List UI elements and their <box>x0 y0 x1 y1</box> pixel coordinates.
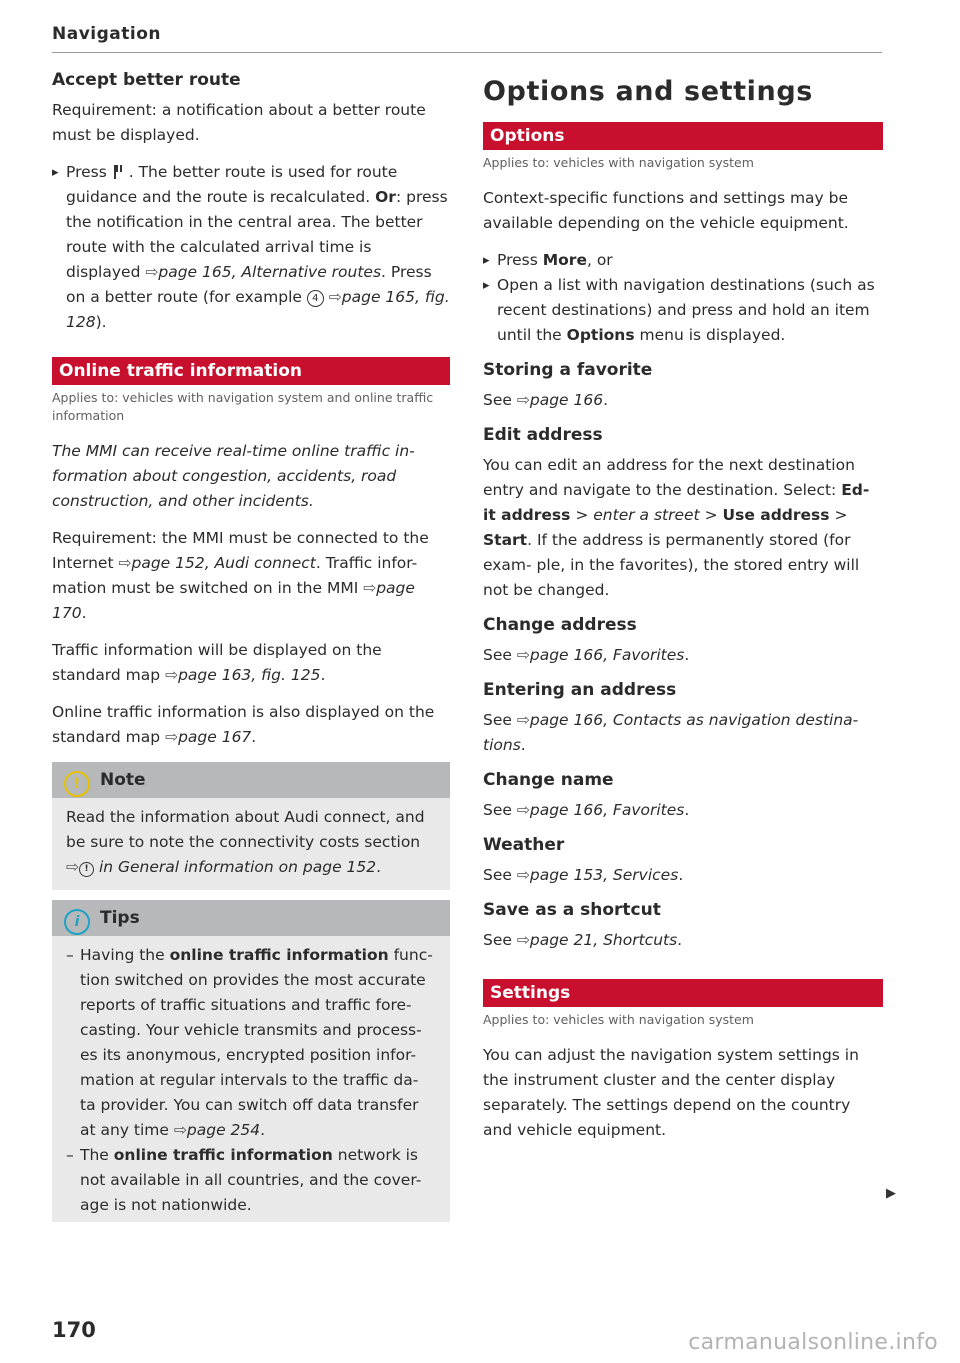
watermark: carmanualsonline.info <box>688 1330 938 1355</box>
link-favorites[interactable]: page 166, Favorites <box>529 646 685 664</box>
ref-arrow-icon: ⇨ <box>145 263 159 281</box>
route-flag-icon <box>114 165 127 179</box>
online-traffic-applies: Applies to: vehicles with navigation system and online traffic information <box>52 390 434 423</box>
change-name-heading: Change name <box>483 770 614 790</box>
link-page-170[interactable]: page 170 <box>52 579 415 622</box>
options-applies: Applies to: vehicles with navigation system <box>483 155 754 170</box>
change-name-ref: See ⇨page 166, Favorites. <box>483 801 690 819</box>
link-favorites[interactable]: page 166, Favorites <box>529 801 685 819</box>
options-step-2: ▸ Open a list with navigation destinations (such as recent destinations) and press and hold an item until the Options menu is displayed. <box>483 273 883 348</box>
weather-heading: Weather <box>483 835 565 855</box>
options-settings-title: Options and settings <box>483 76 813 107</box>
left-column <box>52 70 450 1232</box>
online-traffic-intro: The MMI can receive real-time online traffic in- formation about congestion, accidents, road construction, and other incidents. <box>52 442 415 510</box>
accept-requirement: Requirement: a notification about a better route must be displayed. <box>52 101 426 144</box>
entering-address-ref: See ⇨page 166, Contacts as navigation destina- tions. <box>483 711 859 754</box>
link-shortcuts[interactable]: page 21, Shortcuts <box>529 931 678 949</box>
ref-arrow-icon: ⇨ <box>516 931 530 949</box>
link-page-166[interactable]: page 166 <box>529 391 604 409</box>
online-traffic-map-para: Online traffic information is also displayed on the standard map ⇨page 167. <box>52 703 435 746</box>
save-shortcut-ref: See ⇨page 21, Shortcuts. <box>483 931 683 949</box>
link-fig-125[interactable]: page 163, fig. 125 <box>178 666 321 684</box>
link-fig-128[interactable]: page 165, fig. 128 <box>66 288 450 331</box>
link-services[interactable]: page 153, Services <box>529 866 679 884</box>
options-step-1: ▸ Press More, or <box>483 248 883 273</box>
settings-applies: Applies to: vehicles with navigation system <box>483 1012 754 1027</box>
link-page-254[interactable]: page 254 <box>186 1121 261 1139</box>
right-column <box>483 70 883 1155</box>
accept-step: ▸ Press . The better route is used for route guidance and the route is recalculated. Or: press the notification in the central area. The better route with the calculated arrival time is displayed ⇨page 165, Alternative routes. Press on a better route (for example 4 ⇨page 165, fig. 128). <box>52 160 450 335</box>
ref-arrow-icon: ⇨ <box>516 866 530 884</box>
info-icon: i <box>64 909 90 935</box>
ref-arrow-icon: ⇨ <box>173 1121 187 1139</box>
link-page-167[interactable]: page 167 <box>178 728 252 746</box>
link-audi-connect[interactable]: page 152, Audi connect <box>131 554 316 572</box>
page-number: 170 <box>52 1318 96 1342</box>
exclamation-icon: ! <box>79 862 94 877</box>
online-traffic-bar: Online traffic information <box>52 357 450 385</box>
link-general-info[interactable]: in General information on page 152 <box>98 858 377 876</box>
edit-address-heading: Edit address <box>483 425 603 445</box>
tips-header: i Tips <box>52 900 450 936</box>
ref-arrow-icon: ⇨ <box>363 579 377 597</box>
accept-better-route-heading: Accept better route <box>52 70 241 90</box>
note-header: ! Note <box>52 762 450 798</box>
ref-arrow-icon: ⇨ <box>516 646 530 664</box>
note-body: Read the information about Audi connect, and be sure to note the connectivity costs section ⇨ ! in General information on page 152. <box>66 808 425 876</box>
storing-favorite-heading: Storing a favorite <box>483 360 653 380</box>
section-title: Navigation <box>52 24 161 44</box>
ref-arrow-icon: ⇨ <box>516 711 530 729</box>
ref-arrow-icon: ⇨ <box>66 858 79 876</box>
edit-address-para: You can edit an address for the next destination entry and navigate to the destination. Select: Ed- it address > enter a street > Use address > Start. If the address is permanently stored (for exam- ple, in the favorites), the stored entry will not be changed. <box>483 456 870 599</box>
tip-item: – The online traffic information network is not available in all countries, and the cover- age is not nationwide. <box>66 1143 436 1218</box>
save-shortcut-heading: Save as a shortcut <box>483 900 661 920</box>
ref-arrow-icon: ⇨ <box>165 728 179 746</box>
ref-arrow-icon: ⇨ <box>118 554 132 572</box>
settings-bar: Settings <box>483 979 883 1007</box>
options-intro: Context-specific functions and settings may be available depending on the vehicle equipment. <box>483 189 849 232</box>
storing-favorite-ref: See ⇨page 166. <box>483 391 609 409</box>
tip-item: – Having the online traffic information func- tion switched on provides the most accurate reports of traffic situations and traffic fore- casting. Your vehicle transmits and process- es its anonymous, encrypted position infor- mation at regular intervals to the traffic da- ta provider. You can switch off data transfer at any time ⇨page 254. <box>66 943 436 1143</box>
warning-icon: ! <box>64 771 90 797</box>
ref-arrow-icon: ⇨ <box>165 666 179 684</box>
link-alternative-routes[interactable]: page 165, Alternative routes <box>158 263 382 281</box>
page-header <box>52 24 882 53</box>
link-contacts[interactable]: page 166, Contacts as navigation destina- tions <box>483 711 859 754</box>
ref-arrow-icon: ⇨ <box>328 288 342 306</box>
online-traffic-requirement: Requirement: the MMI must be connected to the Internet ⇨page 152, Audi connect. Traffic infor- mation must be switched on in the MMI ⇨page 170. <box>52 529 429 622</box>
entering-address-heading: Entering an address <box>483 680 677 700</box>
callout-4-icon: 4 <box>307 290 324 307</box>
change-address-heading: Change address <box>483 615 637 635</box>
change-address-ref: See ⇨page 166, Favorites. <box>483 646 690 664</box>
options-bar: Options <box>483 122 883 150</box>
note-box <box>52 762 450 890</box>
traffic-display-para: Traffic information will be displayed on the standard map ⇨page 163, fig. 125. <box>52 641 382 684</box>
ref-arrow-icon: ⇨ <box>516 801 530 819</box>
tips-box <box>52 900 450 1222</box>
weather-ref: See ⇨page 153, Services. <box>483 866 684 884</box>
tips-body <box>52 936 450 1222</box>
ref-arrow-icon: ⇨ <box>516 391 530 409</box>
settings-body: You can adjust the navigation system settings in the instrument cluster and the center display separately. The settings depend on the country and vehicle equipment. <box>483 1046 859 1139</box>
next-page-arrow-icon: ▶ <box>886 1186 896 1201</box>
